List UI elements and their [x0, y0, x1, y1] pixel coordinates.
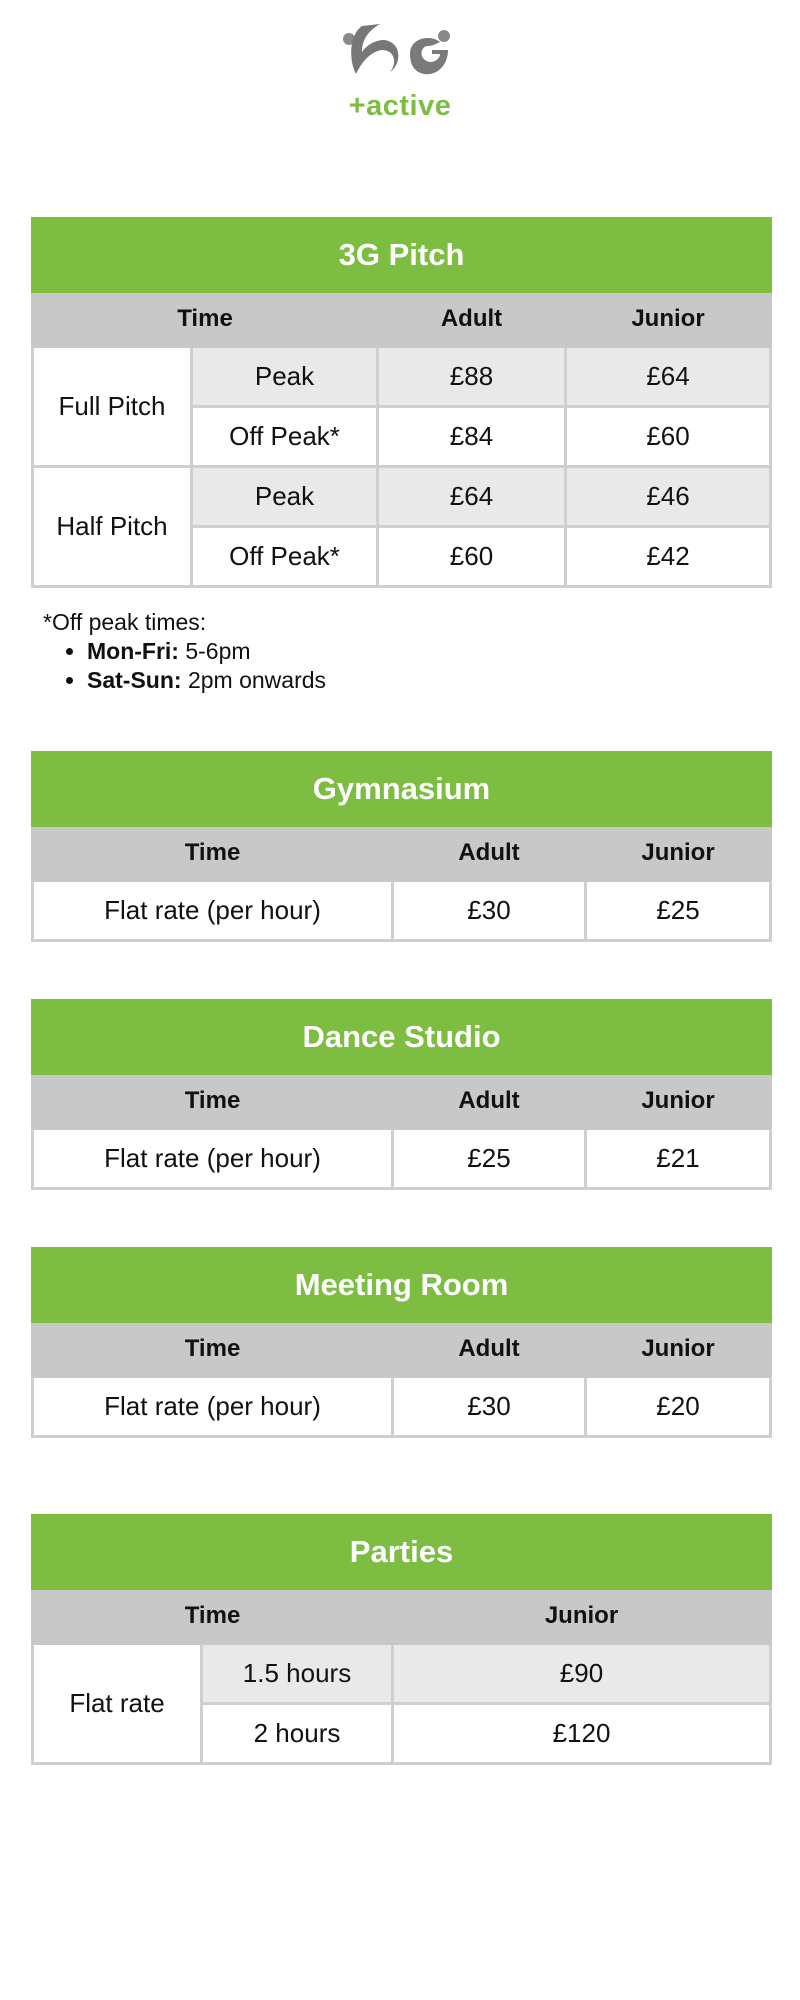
adult-price-cell: £64 — [378, 467, 566, 527]
junior-price-cell: £120 — [393, 1704, 771, 1764]
adult-price-cell: £60 — [378, 527, 566, 587]
column-header-junior: Junior — [586, 826, 771, 881]
meeting-room-price-table — [31, 1247, 772, 1438]
period-cell: Peak — [192, 467, 378, 527]
junior-price-cell: £21 — [586, 1129, 771, 1189]
pitch-price-table — [31, 217, 772, 588]
rate-label-cell: Flat rate (per hour) — [33, 1377, 393, 1437]
junior-price-cell: £64 — [566, 347, 771, 407]
adult-price-cell: £25 — [393, 1129, 586, 1189]
column-header-time: Time — [33, 292, 378, 347]
note-item-value: 5-6pm — [185, 638, 251, 664]
note-item-label: Mon-Fri: — [87, 638, 179, 664]
table-title: Gymnasium — [33, 753, 771, 826]
period-cell: Peak — [192, 347, 378, 407]
row-group-label: Flat rate — [33, 1644, 202, 1764]
hg-active-logo — [340, 14, 460, 126]
junior-price-cell: £42 — [566, 527, 771, 587]
parties-price-table — [31, 1514, 772, 1765]
table-title: 3G Pitch — [33, 219, 771, 292]
note-list — [43, 637, 326, 695]
row-group-label: Full Pitch — [33, 347, 192, 467]
note-item-label: Sat-Sun: — [87, 667, 182, 693]
column-header-junior: Junior — [566, 292, 771, 347]
table-row — [33, 467, 771, 527]
off-peak-note — [43, 608, 326, 695]
table-title: Dance Studio — [33, 1001, 771, 1074]
period-cell: Off Peak* — [192, 527, 378, 587]
junior-price-cell: £25 — [586, 881, 771, 941]
column-header-time: Time — [33, 826, 393, 881]
rate-label-cell: Flat rate (per hour) — [33, 1129, 393, 1189]
junior-price-cell: £20 — [586, 1377, 771, 1437]
column-header-adult: Adult — [393, 1074, 586, 1129]
column-header-junior: Junior — [393, 1589, 771, 1644]
duration-cell: 2 hours — [202, 1704, 393, 1764]
column-header-adult: Adult — [393, 826, 586, 881]
adult-price-cell: £30 — [393, 1377, 586, 1437]
table-title: Parties — [33, 1516, 771, 1589]
table-row — [33, 1644, 771, 1704]
table-row — [33, 881, 771, 941]
column-header-junior: Junior — [586, 1322, 771, 1377]
table-row — [33, 347, 771, 407]
list-item — [87, 637, 326, 666]
logo-text: +active — [348, 90, 452, 122]
period-cell: Off Peak* — [192, 407, 378, 467]
duration-cell: 1.5 hours — [202, 1644, 393, 1704]
junior-price-cell: £90 — [393, 1644, 771, 1704]
table-title: Meeting Room — [33, 1249, 771, 1322]
column-header-adult: Adult — [378, 292, 566, 347]
logo-mark-icon — [340, 14, 460, 94]
junior-price-cell: £60 — [566, 407, 771, 467]
adult-price-cell: £30 — [393, 881, 586, 941]
table-row — [33, 1129, 771, 1189]
table-row — [33, 1377, 771, 1437]
junior-price-cell: £46 — [566, 467, 771, 527]
column-header-junior: Junior — [586, 1074, 771, 1129]
adult-price-cell: £84 — [378, 407, 566, 467]
column-header-time: Time — [33, 1589, 393, 1644]
dance-studio-price-table — [31, 999, 772, 1190]
adult-price-cell: £88 — [378, 347, 566, 407]
list-item — [87, 666, 326, 695]
gymnasium-price-table — [31, 751, 772, 942]
column-header-time: Time — [33, 1074, 393, 1129]
note-title: *Off peak times: — [43, 609, 207, 635]
note-item-value: 2pm onwards — [187, 667, 327, 693]
rate-label-cell: Flat rate (per hour) — [33, 881, 393, 941]
column-header-adult: Adult — [393, 1322, 586, 1377]
column-header-time: Time — [33, 1322, 393, 1377]
row-group-label: Half Pitch — [33, 467, 192, 587]
